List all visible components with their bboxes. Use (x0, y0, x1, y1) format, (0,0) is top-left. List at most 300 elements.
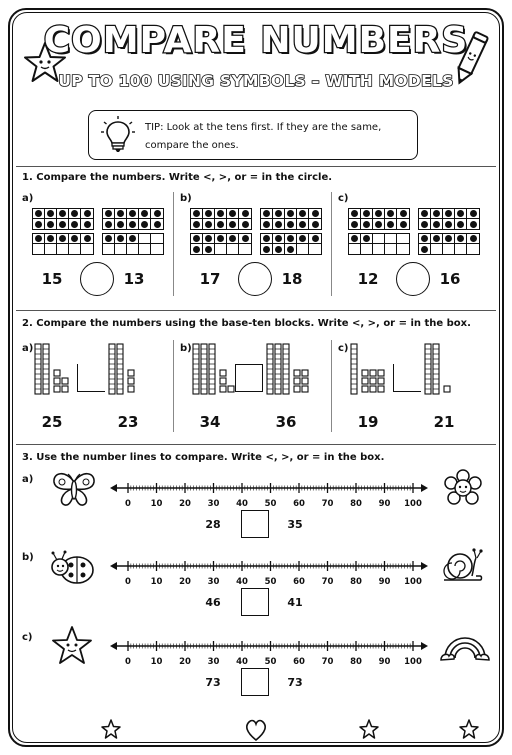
flower-icon (442, 468, 484, 510)
counter-dot (217, 210, 224, 217)
counter-dot (242, 221, 249, 228)
one-cube (362, 370, 368, 376)
right-number: 13 (123, 270, 145, 288)
ten-frame-cell (139, 209, 151, 219)
divider (16, 166, 496, 167)
ten-frame-cell (285, 244, 297, 254)
ten-frame-cell (297, 234, 309, 244)
tick-label: 40 (236, 499, 248, 509)
ten-frame-cell (227, 219, 239, 229)
counter-dot (400, 210, 407, 217)
tick-label: 90 (378, 657, 391, 667)
tick-label: 70 (321, 657, 334, 667)
one-cube (220, 386, 226, 392)
tick-label: 50 (264, 499, 277, 509)
ten-frame (348, 233, 410, 255)
right-number: 18 (281, 270, 303, 288)
ten-frame-cell (285, 209, 297, 219)
one-cube (294, 386, 300, 392)
counter-dot (84, 210, 91, 217)
answer-circle[interactable] (80, 262, 114, 296)
counter-dot (445, 221, 452, 228)
counter-dot (242, 235, 249, 242)
divider (173, 192, 174, 296)
counter-dot (59, 210, 66, 217)
counter-dot (312, 221, 319, 228)
counter-dot (421, 246, 428, 253)
ten-frame-cell (81, 244, 93, 254)
ten-frame-cell (127, 244, 139, 254)
ten-frame (32, 208, 94, 230)
ten-frame (190, 208, 252, 230)
ten-frame-cell (309, 209, 321, 219)
counter-dot (117, 235, 124, 242)
ten-frame-cell (203, 234, 215, 244)
item-label: c) (22, 632, 33, 643)
left-number: 46 (205, 596, 221, 609)
ten-frame-cell (81, 219, 93, 229)
ten-frame-cell (33, 219, 45, 229)
ten-frame-cell (103, 234, 115, 244)
ten-frame-cell (261, 244, 273, 254)
heart-icon (243, 717, 269, 743)
ten-frame-cell (385, 209, 397, 219)
tick-label: 80 (350, 577, 362, 587)
base-ten-blocks (266, 342, 326, 402)
left-number: 34 (199, 413, 221, 431)
one-cube (378, 386, 384, 392)
tick-label: 0 (125, 577, 131, 587)
counter-dot (287, 221, 294, 228)
ten-frame-cell (397, 209, 409, 219)
ten-frame-cell (139, 244, 151, 254)
counter-dot (470, 235, 477, 242)
one-cube (62, 378, 68, 384)
counter-dot (84, 221, 91, 228)
ten-frame-cell (239, 244, 251, 254)
one-cube (54, 370, 60, 376)
number-line (108, 636, 438, 668)
ten-frame-cell (349, 219, 361, 229)
ten-frame (32, 233, 94, 255)
ten-frame-cell (215, 244, 227, 254)
ten-frame-cell (191, 209, 203, 219)
ten-frame-cell (419, 234, 431, 244)
ten-frame-cell (397, 219, 409, 229)
counter-dot (193, 210, 200, 217)
ten-frame-cell (127, 209, 139, 219)
counter-dot (287, 235, 294, 242)
ten-frame-cell (191, 244, 203, 254)
tick-label: 0 (125, 499, 131, 509)
ten-frame-cell (361, 219, 373, 229)
counter-dot (299, 210, 306, 217)
ladybug-icon (48, 548, 98, 588)
rainbow-icon (440, 626, 490, 666)
answer-circle[interactable] (396, 262, 430, 296)
answer-box[interactable] (393, 364, 421, 392)
counter-dot (275, 221, 282, 228)
counter-dot (287, 210, 294, 217)
ten-frame-cell (151, 244, 163, 254)
ten-frame-cell (443, 209, 455, 219)
tick-label: 50 (264, 577, 277, 587)
item-label: b) (180, 343, 192, 354)
one-cube (128, 386, 134, 392)
counter-dot (59, 235, 66, 242)
tick-label: 90 (378, 499, 391, 509)
divider (331, 192, 332, 296)
ten-frame-cell (215, 234, 227, 244)
one-cube (294, 378, 300, 384)
answer-box[interactable] (241, 588, 269, 616)
ten-frame-cell (443, 244, 455, 254)
tick-label: 30 (207, 499, 220, 509)
counter-dot (263, 235, 270, 242)
tick-label: 100 (404, 499, 422, 509)
ten-frame-cell (373, 244, 385, 254)
page-title: COMPARE NUMBERS (43, 20, 469, 61)
one-cube (62, 386, 68, 392)
ten-frame-cell (115, 219, 127, 229)
ten-frame-cell (239, 219, 251, 229)
ten-frame-cell (273, 209, 285, 219)
counter-dot (387, 210, 394, 217)
right-number: 21 (433, 413, 455, 431)
counter-dot (71, 221, 78, 228)
counter-dot (229, 221, 236, 228)
counter-dot (375, 210, 382, 217)
counter-dot (129, 221, 136, 228)
ten-frame-cell (227, 234, 239, 244)
counter-dot (363, 210, 370, 217)
ten-frame-cell (127, 219, 139, 229)
one-cube (54, 386, 60, 392)
ten-frame-cell (261, 209, 273, 219)
tick-label: 100 (404, 657, 422, 667)
counter-dot (275, 246, 282, 253)
counter-dot (117, 210, 124, 217)
counter-dot (351, 210, 358, 217)
ten-frame-cell (373, 234, 385, 244)
counter-dot (263, 221, 270, 228)
ten-frame (418, 208, 480, 230)
star-icon (100, 718, 122, 740)
ten-frame-cell (239, 234, 251, 244)
ten-frame-cell (227, 209, 239, 219)
one-cube (370, 378, 376, 384)
counter-dot (287, 246, 294, 253)
ten-frame-cell (81, 234, 93, 244)
ten-frame-cell (69, 219, 81, 229)
counter-dot (205, 235, 212, 242)
counter-dot (47, 210, 54, 217)
counter-dot (229, 235, 236, 242)
one-cube (378, 378, 384, 384)
butterfly-icon (50, 470, 98, 510)
one-cube (294, 370, 300, 376)
right-number: 16 (439, 270, 461, 288)
ten-frame-cell (349, 209, 361, 219)
tick-label: 50 (264, 657, 277, 667)
ten-frame-cell (45, 244, 57, 254)
counter-dot (312, 210, 319, 217)
counter-dot (275, 210, 282, 217)
counter-dot (141, 221, 148, 228)
ten-frame (418, 233, 480, 255)
answer-circle[interactable] (238, 262, 272, 296)
ten-frame-cell (57, 234, 69, 244)
ten-frame-cell (309, 219, 321, 229)
counter-dot (229, 210, 236, 217)
tick-label: 100 (404, 577, 422, 587)
item-label: b) (22, 552, 34, 563)
tick-label: 70 (321, 499, 334, 509)
tick-label: 60 (293, 577, 305, 587)
ten-frame-cell (419, 244, 431, 254)
ten-frame-cell (69, 234, 81, 244)
counter-dot (47, 221, 54, 228)
one-cube (362, 378, 368, 384)
counter-dot (205, 246, 212, 253)
ten-frame-cell (33, 209, 45, 219)
base-ten-blocks (424, 342, 484, 402)
counter-dot (400, 221, 407, 228)
ten-frame-cell (397, 244, 409, 254)
counter-dot (312, 235, 319, 242)
ten-frame-cell (81, 209, 93, 219)
counter-dot (193, 221, 200, 228)
ten-frame-cell (385, 219, 397, 229)
counter-dot (351, 235, 358, 242)
ten-frame-cell (139, 219, 151, 229)
ten-frame-cell (151, 219, 163, 229)
ten-frame-cell (203, 209, 215, 219)
tick-label: 30 (207, 577, 220, 587)
counter-dot (445, 235, 452, 242)
counter-dot (433, 235, 440, 242)
counter-dot (457, 235, 464, 242)
counter-dot (154, 210, 161, 217)
item-label: c) (338, 193, 349, 204)
counter-dot (71, 235, 78, 242)
q2-instruction: 2. Compare the numbers using the base-ten blocks. Write <, >, or = in the box. (22, 318, 471, 329)
ten-frame-cell (139, 234, 151, 244)
tick-label: 70 (321, 577, 334, 587)
counter-dot (457, 221, 464, 228)
ten-frame-cell (115, 234, 127, 244)
ten-frame-cell (57, 209, 69, 219)
ten-frame-cell (115, 244, 127, 254)
one-cube (220, 370, 226, 376)
answer-box[interactable] (241, 668, 269, 696)
one-cube (128, 370, 134, 376)
ten-frame-cell (45, 209, 57, 219)
ten-frame-cell (261, 234, 273, 244)
counter-dot (117, 221, 124, 228)
snail-icon (440, 546, 486, 586)
one-cube (370, 386, 376, 392)
ten-frame-cell (33, 234, 45, 244)
counter-dot (375, 221, 382, 228)
ten-frame-cell (57, 244, 69, 254)
counter-dot (242, 210, 249, 217)
counter-dot (433, 210, 440, 217)
item-label: a) (22, 193, 34, 204)
ten-frame (348, 208, 410, 230)
divider (331, 340, 332, 432)
right-number: 73 (287, 676, 303, 689)
tick-label: 10 (150, 657, 163, 667)
ten-frame (102, 208, 164, 230)
tick-label: 40 (236, 577, 248, 587)
counter-dot (154, 221, 161, 228)
tick-label: 60 (293, 499, 305, 509)
ten-frame-cell (373, 209, 385, 219)
one-cube (302, 378, 308, 384)
item-label: a) (22, 343, 34, 354)
counter-dot (129, 235, 136, 242)
counter-dot (105, 221, 112, 228)
ten-frame-cell (273, 234, 285, 244)
item-label: b) (180, 193, 192, 204)
one-cube (378, 370, 384, 376)
q3-instruction: 3. Use the number lines to compare. Write <, >, or = in the box. (22, 452, 385, 463)
star-icon (458, 718, 480, 740)
counter-dot (433, 221, 440, 228)
one-cube (54, 378, 60, 384)
ten-frame-cell (373, 219, 385, 229)
ten-frame-cell (309, 244, 321, 254)
number-line (108, 556, 438, 588)
ten-frame-cell (297, 209, 309, 219)
ten-frame-cell (215, 209, 227, 219)
counter-dot (84, 235, 91, 242)
answer-box[interactable] (241, 510, 269, 538)
ten-frame-cell (361, 244, 373, 254)
counter-dot (141, 210, 148, 217)
tick-label: 80 (350, 657, 362, 667)
ten-frame (102, 233, 164, 255)
page-subtitle: UP TO 100 USING SYMBOLS – WITH MODELS (58, 72, 454, 90)
counter-dot (470, 221, 477, 228)
counter-dot (205, 221, 212, 228)
ten-frame-cell (297, 219, 309, 229)
counter-dot (363, 221, 370, 228)
one-cube (228, 386, 234, 392)
answer-box[interactable] (77, 364, 105, 392)
answer-box[interactable] (235, 364, 263, 392)
ten-frame-cell (455, 219, 467, 229)
item-label: a) (22, 474, 34, 485)
ten-frame-cell (285, 234, 297, 244)
ten-frame-cell (467, 219, 479, 229)
tick-label: 20 (179, 499, 191, 509)
tick-label: 10 (150, 577, 163, 587)
left-number: 25 (41, 413, 63, 431)
ten-frame-cell (467, 234, 479, 244)
ten-frame (260, 208, 322, 230)
counter-dot (129, 210, 136, 217)
ten-frame-cell (455, 234, 467, 244)
tick-label: 40 (236, 657, 248, 667)
counter-dot (217, 221, 224, 228)
counter-dot (421, 210, 428, 217)
ten-frame-cell (215, 219, 227, 229)
ten-frame (260, 233, 322, 255)
tick-label: 30 (207, 657, 220, 667)
tip-box (88, 110, 418, 160)
divider (16, 444, 496, 445)
counter-dot (205, 210, 212, 217)
counter-dot (263, 246, 270, 253)
counter-dot (275, 235, 282, 242)
counter-dot (421, 221, 428, 228)
counter-dot (263, 210, 270, 217)
counter-dot (387, 221, 394, 228)
ten-frame-cell (151, 209, 163, 219)
tick-label: 10 (150, 499, 163, 509)
right-number: 41 (287, 596, 303, 609)
ten-frame-cell (419, 219, 431, 229)
ten-frame-cell (273, 219, 285, 229)
ten-frame-cell (455, 209, 467, 219)
one-cube (370, 370, 376, 376)
one-cube (444, 386, 450, 392)
ten-frame-cell (273, 244, 285, 254)
ten-frame-cell (261, 219, 273, 229)
ten-frame-cell (467, 209, 479, 219)
ten-frame-cell (431, 244, 443, 254)
base-ten-blocks (108, 342, 168, 402)
tick-label: 20 (179, 657, 191, 667)
counter-dot (193, 235, 200, 242)
ten-frame-cell (103, 244, 115, 254)
ten-frame-cell (33, 244, 45, 254)
item-label: c) (338, 343, 349, 354)
left-number: 15 (41, 270, 63, 288)
ten-frame-cell (69, 244, 81, 254)
ten-frame-cell (431, 219, 443, 229)
ten-frame-cell (103, 219, 115, 229)
ten-frame-cell (127, 234, 139, 244)
ten-frame-cell (419, 209, 431, 219)
ten-frame-cell (431, 209, 443, 219)
divider (173, 340, 174, 432)
ten-frame-cell (349, 244, 361, 254)
ten-frame-cell (203, 244, 215, 254)
ten-frame-cell (443, 234, 455, 244)
ten-frame-cell (361, 209, 373, 219)
counter-dot (299, 235, 306, 242)
ten-frame-cell (57, 219, 69, 229)
ten-frame-cell (431, 234, 443, 244)
ten-frame-cell (467, 244, 479, 254)
ten-frame-cell (227, 244, 239, 254)
ten-frame-cell (385, 244, 397, 254)
counter-dot (35, 210, 42, 217)
left-number: 17 (199, 270, 221, 288)
counter-dot (105, 210, 112, 217)
ten-frame-cell (309, 234, 321, 244)
right-number: 36 (275, 413, 297, 431)
counter-dot (105, 235, 112, 242)
counter-dot (299, 221, 306, 228)
ten-frame-cell (45, 219, 57, 229)
lightbulb-icon (101, 116, 135, 156)
right-number: 35 (287, 518, 303, 531)
q1-instruction: 1. Compare the numbers. Write <, >, or = in the circle. (22, 172, 333, 183)
